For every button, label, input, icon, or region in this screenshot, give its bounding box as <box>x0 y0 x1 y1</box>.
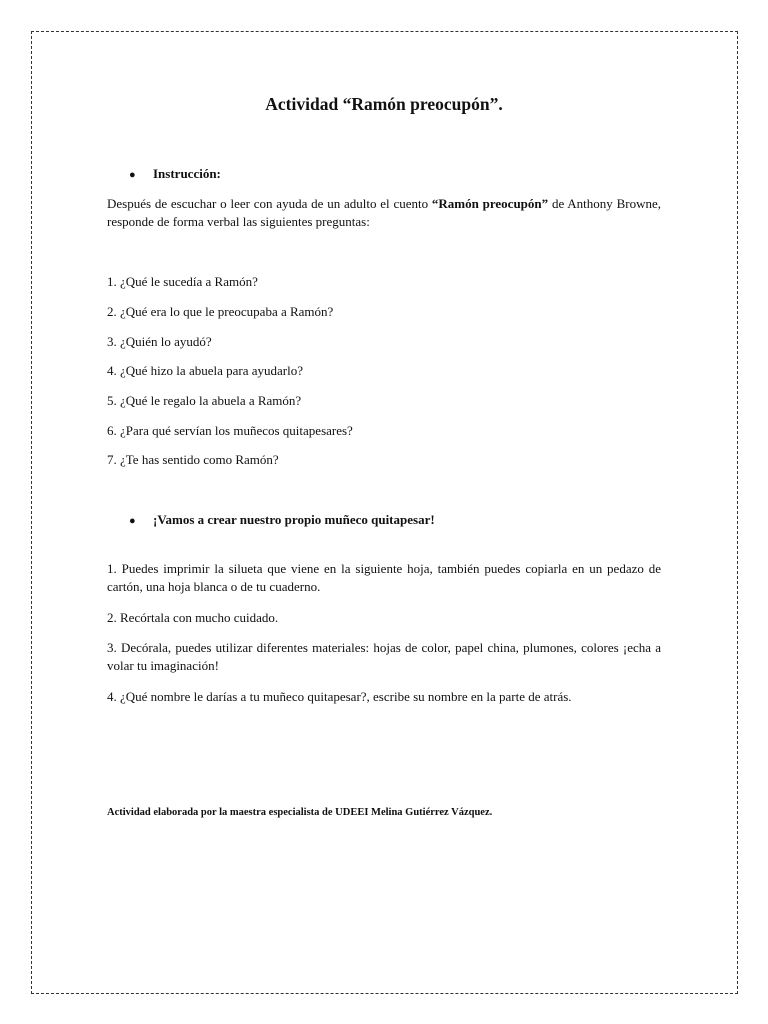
question-item: 6. ¿Para qué servían los muñecos quitapesares? <box>107 423 353 438</box>
instruction-paragraph <box>107 195 661 231</box>
step-item: 2. Recórtala con mucho cuidado. <box>107 610 279 625</box>
bullet-icon: ● <box>129 515 136 527</box>
bullet-icon: ● <box>129 169 136 181</box>
question-item: 5. ¿Qué le regalo la abuela a Ramón? <box>107 393 302 408</box>
step-item: 4. ¿Qué nombre le darías a tu muñeco quitapesar?, escribe su nombre en la parte de atrás. <box>107 689 572 704</box>
author-credit: Actividad elaborada por la maestra especialista de UDEEI Melina Gutiérrez Vázquez. <box>107 807 493 818</box>
intro-text-start: Después de escuchar o leer con ayuda de un adulto el cuento <box>107 196 432 211</box>
step-item: 3. Decórala, puedes utilizar diferentes materiales: hojas de color, papel china, plumones, colores ¡echa a volar tu imaginación! <box>107 640 661 673</box>
step-item: 1. Puedes imprimir la silueta que viene en la siguiente hoja, también puedes copiarla en un pedazo de cartón, una hoja blanca o de tu cuaderno. <box>107 561 661 594</box>
intro-text-end: de Anthony Browne, responde de forma verbal las siguientes preguntas: <box>107 196 661 229</box>
page-title: Actividad “Ramón preocupón”. <box>265 94 503 114</box>
instruction-heading-text: Instrucción: <box>153 166 221 181</box>
question-item: 4. ¿Qué hizo la abuela para ayudarlo? <box>107 363 303 378</box>
question-item: 3. ¿Quién lo ayudó? <box>107 334 212 349</box>
story-title: “Ramón preocupón” <box>431 196 549 211</box>
question-item: 2. ¿Qué era lo que le preocupaba a Ramón? <box>107 304 334 319</box>
instruction-heading <box>129 165 221 184</box>
question-item: 7. ¿Te has sentido como Ramón? <box>107 452 279 467</box>
activity-heading-text: ¡Vamos a crear nuestro propio muñeco quitapesar! <box>153 512 435 527</box>
question-item: 1. ¿Qué le sucedía a Ramón? <box>107 274 258 289</box>
activity-heading <box>129 511 435 530</box>
